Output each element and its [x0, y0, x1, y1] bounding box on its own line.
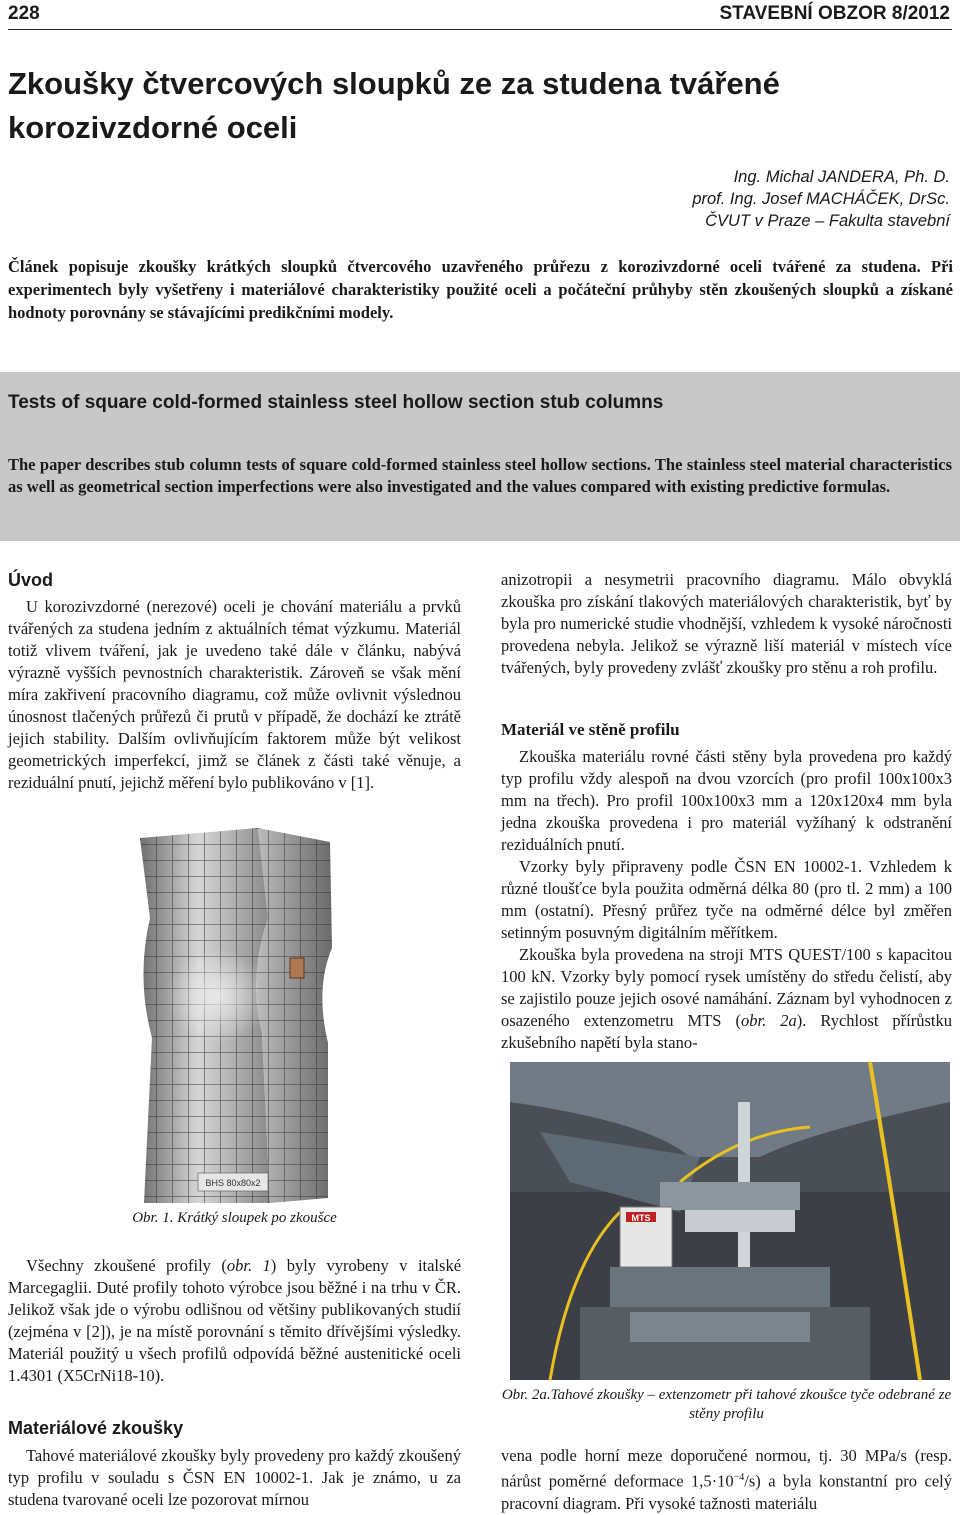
figure-1-specimen-label: BHS 80x80x2	[205, 1178, 261, 1188]
affiliation: ČVUT v Praze – Fakulta stavební	[705, 212, 950, 230]
wall-material-paragraph: Zkouška materiálu rovné části stěny byla provedena pro každý typ profilu vždy alespoň na dvou vzorcích (pro profil 100x100x3 mm na třech). Pro profil 100x100x3 mm a 120x120x4 mm byla jedna zkouška provedena i pro materiál vyžíhaný k odstranění reziduálních pnutí.	[501, 747, 952, 854]
header-rule	[8, 29, 952, 30]
test-machine-paragraph	[501, 944, 952, 1054]
english-abstract-box	[0, 372, 960, 541]
anisotropy-paragraph: anizotropii a nesymetrii pracovního diagramu. Málo obvyklá zkouška pro získání tlakových materiálových charakteristik, byť by byla pro numerické studie vhodnější, vzhledem k vysoké náročnosti provedena nebyla. Jelikož se výrazně liší materiál v místech více tvářených, byly provedeny zvlášť zkoušky pro stěnu a roh profilu.	[501, 570, 952, 677]
abstract-cz: Článek popisuje zkoušky krátkých sloupků čtvercového uzavřeného průřezu z korozivzdorné oceli tvářené za studena. Při experimentech byly vyšetřeny i materiálové charakteristiky použité oceli a počáteční průhyby stěn zkoušených sloupků a získané hodnoty porovnány se stávajícími predikčními modely.	[8, 257, 953, 322]
specimen-prep-paragraph: Vzorky byly připraveny podle ČSN EN 10002-1. Vzhledem k různé tloušťce byla použita odměrná délka 80 (pro tl. 2 mm) a 100 mm (ostatní). Přesný průřez tyče na odměrné délce byl změřen setinným posuvným digitálním měřítkem.	[501, 857, 952, 942]
uvod-paragraph: U korozivzdorné (nerezové) oceli je chování materiálu a prvků tvářených za studena jedním z aktuálních témat výzkumu. Materiál totiž vlivem tváření, jak je uvedeno také dále v článku, nabývá výrazně vyšších pevnostních charakteristik. Zároveň se však mění míra zakřivení pracovního diagramu, což může ovlivnit výslednou únosnost tlačených průřezů či prutů v případě, že dochází ke ztrátě jejich stability. Dalším ovlivňujícím faktorem může být velikost geometrických imperfekcí, jimž se článek z části také věnuje, a reziduální pnutí, jejichž měření bylo publikováno v [1].	[8, 597, 461, 792]
author-block	[692, 166, 950, 232]
page-header	[0, 0, 960, 30]
figure-1-caption: Obr. 1. Krátký sloupek po zkoušce	[132, 1210, 337, 1226]
para4-text-a: Zkouška byla provedena na stroji MTS QUEST/100 s kapacitou 100 kN. Vzorky byly pomocí rysek umístěny do středu čelistí, aby se zajistilo pouze jejich osové namáhání. Záznam byl vyhodnocen z osazeného extenzometru MTS (	[501, 945, 952, 1030]
section-heading-material-tests: Materiálové zkoušky	[8, 1418, 184, 1438]
tensile-test-illustration	[510, 1062, 950, 1380]
figure-2a-caption: Obr. 2a.Tahové zkoušky – extenzometr při tahové zkoušce tyče odebrané ze stěny profilu	[501, 1387, 952, 1422]
english-title: Tests of square cold-formed stainless steel hollow section stub columns	[8, 392, 664, 413]
material-tests-paragraph: Tahové materiálové zkoušky byly provedeny pro každý zkoušený typ profilu v souladu s ČSN EN 10002-1. Jak je známo, u za studena tvarované oceli lze pozorovat mírnou	[8, 1446, 461, 1509]
strain-rate-paragraph	[501, 1445, 952, 1515]
mts-label: MTS	[631, 1213, 651, 1223]
exponent: −4	[733, 1472, 745, 1483]
journal-name: STAVEBNÍ OBZOR 8/2012	[719, 3, 950, 24]
page-number: 228	[8, 3, 40, 24]
para2-text-b: ) byly vyrobeny v italské Marcegaglii. Duté profily tohoto výrobce jsou běžné i na trhu v ČR. Jelikož však jde o výrobu odlišnou od většiny publikovaných studií (zejména v [2]), je na místě porovnání s těmito dřívějšími výsledky. Materiál použitý u všech profilů odpovídá běžné austenitické oceli 1.4301 (X5CrNi18-10).	[8, 1256, 462, 1385]
para4-text-b: ). Rychlost přírůstku zkušebního napětí byla stano-	[501, 1011, 952, 1052]
para5-text-a: vena podle horní meze doporučené normou, tj. 30 MPa/s (resp. nárůst poměrné deformace 1,5·10	[501, 1446, 952, 1491]
subsection-heading-wall-material: Materiál ve stěně profilu	[501, 720, 680, 739]
section-heading-uvod: Úvod	[8, 570, 53, 590]
figure-2a-reference: obr. 2a	[741, 1011, 797, 1030]
figure-1-reference: obr. 1	[226, 1256, 271, 1275]
author-1: Ing. Michal JANDERA, Ph. D.	[733, 168, 950, 186]
author-2: prof. Ing. Josef MACHÁČEK, DrSc.	[692, 190, 950, 208]
english-abstract: The paper describes stub column tests of square cold-formed stainless steel hollow sections. The stainless steel material characteristics as well as geometrical section imperfections were also investigated and the values compared with existing predictive formulas.	[8, 455, 952, 496]
figure-1-photo	[140, 828, 335, 1203]
stub-column-illustration	[140, 828, 335, 1203]
para2-text-a: Všechny zkoušené profily (	[26, 1256, 227, 1275]
materials-paragraph	[8, 1255, 461, 1387]
article-title: Zkoušky čtvercových sloupků ze za studena tvářené korozivzdorné oceli	[8, 66, 780, 145]
para5-text-b: /s) a byla konstantní pro celý pracovní diagram. Při vysoké tažnosti materiálu	[501, 1471, 952, 1513]
figure-2a-photo	[510, 1062, 950, 1380]
